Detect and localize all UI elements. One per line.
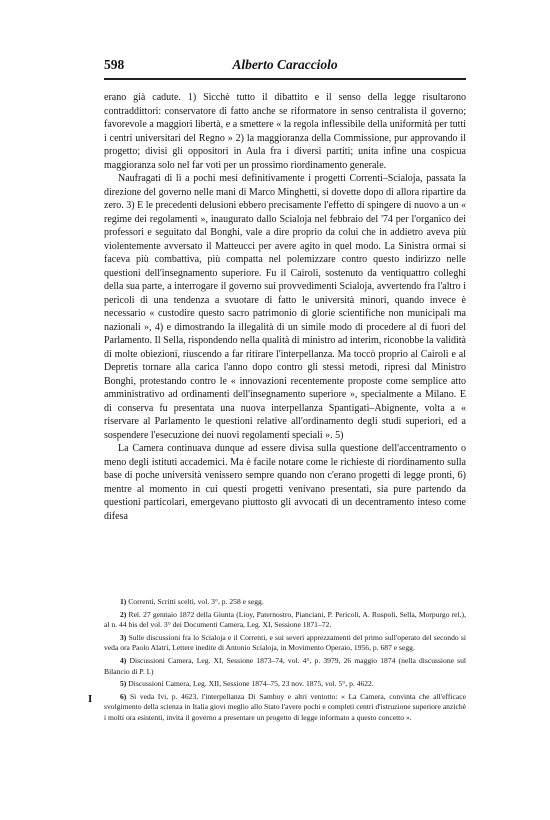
- footnote-mark: 5): [120, 679, 127, 689]
- footnote-mark: 4): [120, 655, 127, 665]
- running-head: Alberto Caracciolo: [232, 57, 338, 72]
- footnote: [104, 679, 466, 690]
- header-rule: [104, 78, 466, 80]
- footnote: [104, 692, 466, 724]
- footnote: [104, 597, 466, 608]
- footnote: [104, 633, 466, 654]
- paragraph: La Camera continuava dunque ad essere divisa sulla questione dell'accentramento o meno degli istituti accademici. Ma è facile notare come le richieste di riordinamento sulla base di poche università venissero sempre quando non c'erano progetti di legge pronti, 6) mentre al momento in cui questi progetti venivano presentati, sia pure partendo da questioni particolari, emergevano piuttosto gli avvocati di un decentramento inteso come difesa: [104, 443, 466, 522]
- footnotes: [104, 597, 466, 726]
- footnote-text: Correnti, Scritti scelti, vol. 3°, p. 258 e segg.: [128, 597, 264, 606]
- footnote: [104, 610, 466, 631]
- footnote-mark: 6): [120, 691, 127, 701]
- paragraph: erano già cadute. 1) Sicchè tutto il dibattito e il senso della legge risultarono contraddittori: conservatore di fatto anche se riformatore in senso centralista il governo; favorevole a maggiori libertà, e a smettere « la regola inflessibile della uniformità per tutti i centri universitari del Regno » 2) la maggioranza della Commissione, pur approvando il progetto; divisi gli oppositori in Aula fra i diversi partiti; unita infine una cospicua maggioranza solo nel far voti per un prossimo riordinamento generale.: [104, 92, 466, 171]
- footnote: [104, 656, 466, 677]
- footnote-mark: 2): [120, 609, 127, 619]
- footnote-text: Discussioni Camera, Leg. XI, Sessione 1873–74, vol. 4°, p. 3979, 26 maggio 1874 (nella discussione sul Bilancio di P. I.): [104, 655, 466, 676]
- footnote-text: Rel. 27 gennaio 1872 della Giunta (Lioy, Paternostro, Pianciani, P. Pericoli, A. Ruspoli, Sella, Morpurgo rel.), al n. 44 bis del vol. 3° dei Documenti Camera, Leg. XI, Sessione 1871–72.: [104, 609, 466, 630]
- footnote-mark: 3): [120, 632, 127, 642]
- page-number: 598: [104, 57, 125, 72]
- paragraph: Naufragati di lì a pochi mesi definitivamente i progetti Correnti–Scialoja, passata la direzione del governo nelle mani di Marco Minghetti, si dovette dopo di allora ripartire da zero. 3) E le precedenti delusioni ebbero precisamente l'effetto di spingere di nuovo a un « regime dei regolamenti », inaugurato dallo Scialoja nel febbraio del '74 per l'organico dei professori e seguitato dal Bonghi, vale a dire proprio da colui che in addietro aveva più violentemente avversato il Matteucci per avere agito in quel modo. La Sinistra ormai si faceva più combattiva, più compatta nel polemizzare contro questo indirizzo nelle questioni dell'insegnamento superiore. Fu il Cairoli, sostenuto da ventiquattro colleghi della sua parte, a interrogare il governo sui provvedimenti Scialoja, avvertendo fra l'altro i pericoli di una tendenza a svuotare di fatto le università minori, quando invece è necessario « custodire questo sacro patrimonio di glorie scientifiche non municipali ma nazionali », 4) e dimostrando la illegalità di un simile modo di procedere al di fuori del Parlamento. Il Sella, rispondendo nella qualità di ministro ad interim, riconobbe la validità di molte obiezioni, riuscendo a far ritirare l'interpellanza. Ma toccò proprio al Cairoli e al Depretis tornare alla carica l'anno dopo contro gli stessi metodi, ripresi dal Ministro Bonghi, protestando contro le « innovazioni recentemente proposte come semplice atto amministrativo ad ordinamenti dell'insegnamento superiore », specialmente a Milano. E di conserva fu presentata una nuova interpellanza Spantigati–Abignente, volta a « riservare al Parlamento le questioni relative all'ordinamento degli studi superiori, ed a sospendere l'esecuzione dei nuovi regolamenti speciali ». 5): [104, 173, 466, 441]
- page-header: [104, 57, 466, 75]
- footnote-text: Discussioni Camera, Leg. XII, Sessione 1874–75, 23 nov. 1875, vol. 5°, p. 4622.: [128, 679, 374, 689]
- main-text: [104, 91, 466, 523]
- footnote-mark: 1): [120, 597, 127, 606]
- footnote-text: Sulle discussioni fra lo Scialoja e il Correnti, e sui severi apprezzamenti del primo sull'operato del secondo si veda ora Paolo Alatri, Lettere inedite di Antonio Scialoja, in Movimento Operaio, 1956, p. 687 e segg.: [104, 632, 466, 653]
- footnote-text: Si veda Ivi, p. 4623, l'interpellanza Di Sambuy e altri ventotto: « La Camera, convinta che all'efficace svolgimento della scienza in Italia giovi meglio allo Stato l'avere pochi e completi centri d'istruzione superiore anzichè i molti ora esistenti, invita il governo a presentare un progetto di legge informato a questo concetto ».: [104, 691, 466, 722]
- margin-mark: I: [88, 693, 93, 705]
